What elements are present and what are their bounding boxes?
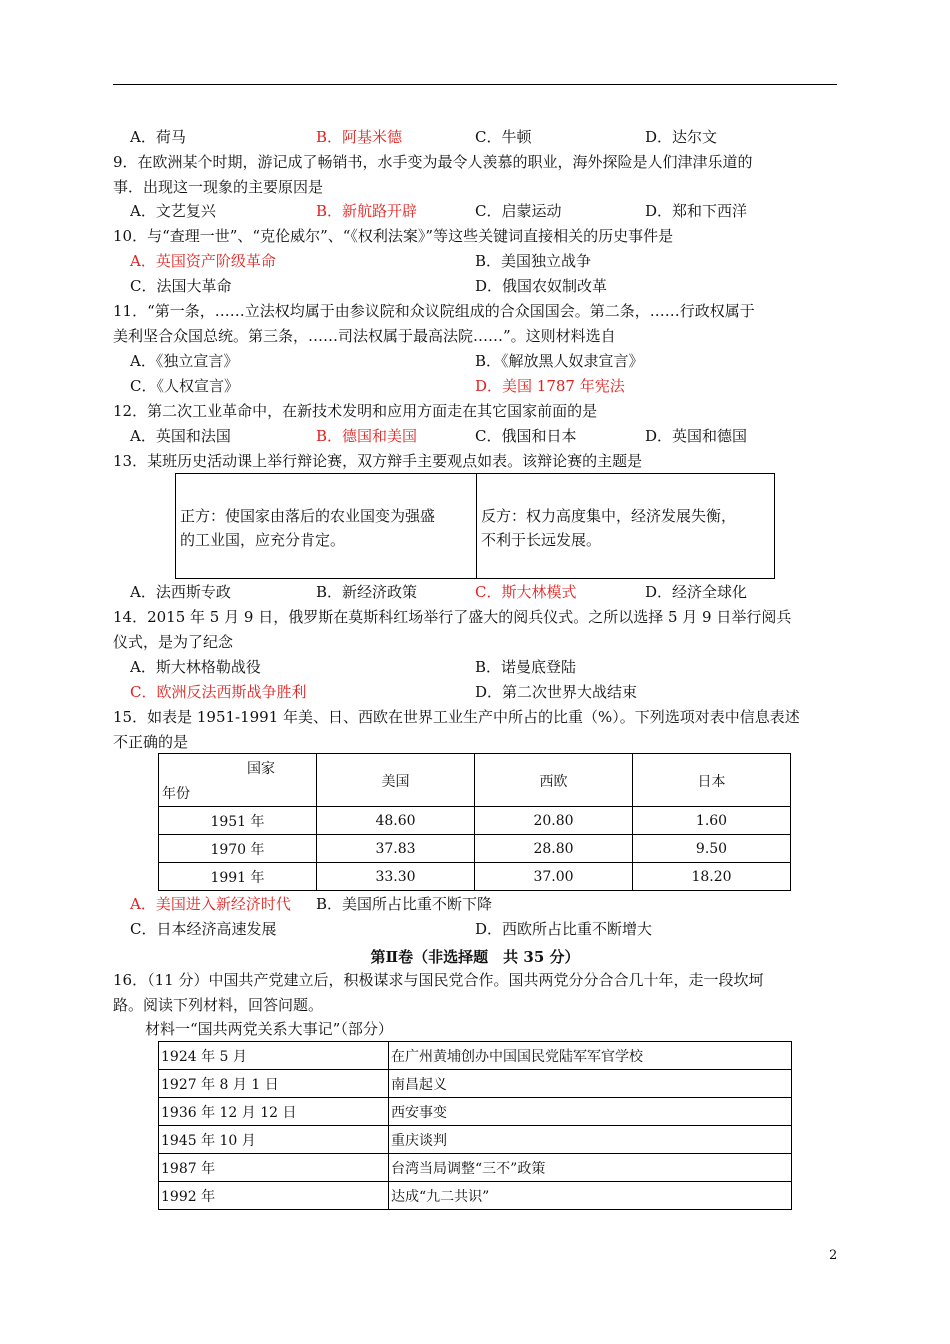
q14-option-d: D．第二次世界大战结束	[475, 683, 638, 701]
table-row	[159, 1098, 792, 1126]
q13-pro-cell	[176, 474, 477, 578]
table-row	[159, 807, 791, 835]
q13-option-c-answer: C．斯大林模式	[475, 583, 577, 601]
q8-option-a: A．荷马	[130, 128, 186, 146]
q11-option-a: A．《独立宣言》	[130, 352, 239, 370]
q14-stem-line2: 仪式，是为了纪念	[113, 633, 234, 651]
q13-pro-line2: 的工业国，应充分肯定。	[180, 531, 346, 549]
q15-header-country: 国家	[247, 761, 275, 777]
q10-stem: 10．与“查理一世”、“克伦威尔”、“《权利法案》”等这些关键词直接相关的历史事件是	[113, 227, 674, 245]
q12-option-d: D．英国和德国	[645, 427, 748, 445]
q15-header-year: 年份	[162, 786, 190, 802]
q16-events-table	[158, 1041, 792, 1210]
q9-option-c: C．启蒙运动	[475, 202, 562, 220]
q15-cell-value: 9.50	[633, 835, 791, 863]
q16-material-title: 材料一“国共两党关系大事记”（部分）	[145, 1020, 393, 1038]
q13-option-a: A．法西斯专政	[130, 583, 231, 601]
q13-option-d: D．经济全球化	[645, 583, 748, 601]
q10-option-c: C．法国大革命	[130, 277, 232, 295]
q15-stem-line2: 不正确的是	[113, 733, 189, 751]
q15-cell-value: 28.80	[475, 835, 633, 863]
event-date: 1992 年	[159, 1182, 389, 1210]
q9-stem-line2: 事．出现这一现象的主要原因是	[113, 178, 324, 196]
q13-pro-line1: 正方：使国家由落后的农业国变为强盛	[180, 507, 436, 525]
q14-option-a: A．斯大林格勒战役	[130, 658, 261, 676]
q13-con-line1: 反方：权力高度集中，经济发展失衡，	[481, 507, 737, 525]
header-rule	[113, 84, 837, 85]
q16-stem-line1: 16．（11 分）中国共产党建立后，积极谋求与国民党合作。国共两党分分合合几十年，走一段坎坷	[113, 971, 764, 989]
event-date: 1927 年 8 月 1 日	[159, 1070, 389, 1098]
table-row	[159, 863, 791, 891]
q15-cell-value: 33.30	[317, 863, 475, 891]
table-row	[159, 1182, 792, 1210]
q15-cell-value: 20.80	[475, 807, 633, 835]
section-2-title: 第Ⅱ卷（非选择题 共 35 分）	[370, 948, 580, 966]
q11-option-c: C．《人权宣言》	[130, 377, 239, 395]
q10-option-d: D．俄国农奴制改革	[475, 277, 608, 295]
q12-option-a: A．英国和法国	[130, 427, 231, 445]
q11-option-d-answer: D．美国 1787 年宪法	[475, 377, 625, 395]
q13-debate-table	[175, 473, 775, 579]
q15-col-header: 美国	[317, 754, 475, 807]
event-description: 西安事变	[389, 1098, 792, 1126]
q9-option-b-answer: B．新航路开辟	[316, 202, 418, 220]
q15-cell-value: 1.60	[633, 807, 791, 835]
q8-option-b-answer: B．阿基米德	[316, 128, 403, 146]
q12-stem: 12．第二次工业革命中，在新技术发明和应用方面走在其它国家前面的是	[113, 402, 598, 420]
table-row	[159, 1042, 792, 1070]
page-number: 2	[829, 1248, 838, 1263]
q15-cell-value: 37.00	[475, 863, 633, 891]
q14-stem-line1: 14．2015 年 5 月 9 日，俄罗斯在莫斯科红场举行了盛大的阅兵仪式。之所以选择 5 月 9 日举行阅兵	[113, 608, 792, 626]
q8-option-c: C．牛顿	[475, 128, 532, 146]
q11-option-b: B．《解放黑人奴隶宣言》	[475, 352, 644, 370]
q15-corner-cell	[159, 754, 317, 807]
event-description: 台湾当局调整“三不”政策	[389, 1154, 792, 1182]
q15-option-c: C．日本经济高速发展	[130, 920, 277, 938]
q14-option-c-answer: C．欧洲反法西斯战争胜利	[130, 683, 307, 701]
q14-option-b: B．诺曼底登陆	[475, 658, 577, 676]
q15-stem-line1: 15．如表是 1951-1991 年美、日、西欧在世界工业生产中所占的比重（%）。下列选项对表中信息表述	[113, 708, 800, 726]
q12-option-b-answer: B．德国和美国	[316, 427, 418, 445]
event-description: 达成“九二共识”	[389, 1182, 792, 1210]
q15-cell-year: 1970 年	[159, 835, 317, 863]
event-description: 南昌起义	[389, 1070, 792, 1098]
q13-stem: 13．某班历史活动课上举行辩论赛，双方辩手主要观点如表。该辩论赛的主题是	[113, 452, 643, 470]
q16-stem-line2: 路。阅读下列材料，回答问题。	[113, 996, 324, 1014]
q15-col-header: 日本	[633, 754, 791, 807]
q12-option-c: C．俄国和日本	[475, 427, 577, 445]
table-row	[159, 1070, 792, 1098]
event-date: 1945 年 10 月	[159, 1126, 389, 1154]
q13-option-b: B．新经济政策	[316, 583, 418, 601]
q8-option-d: D．达尔文	[645, 128, 718, 146]
event-description: 在广州黄埔创办中国国民党陆军军官学校	[389, 1042, 792, 1070]
q13-con-line2: 不利于长远发展。	[481, 531, 602, 549]
event-description: 重庆谈判	[389, 1126, 792, 1154]
q15-data-table	[158, 753, 791, 891]
table-row	[159, 1126, 792, 1154]
q15-col-header: 西欧	[475, 754, 633, 807]
q15-cell-value: 48.60	[317, 807, 475, 835]
event-date: 1936 年 12 月 12 日	[159, 1098, 389, 1126]
event-date: 1987 年	[159, 1154, 389, 1182]
q13-con-cell	[477, 474, 774, 578]
q10-option-a-answer: A．英国资产阶级革命	[130, 252, 276, 270]
q9-stem-line1: 9．在欧洲某个时期，游记成了畅销书，水手变为最令人羡慕的职业，海外探险是人们津津乐道的	[113, 153, 753, 171]
q10-option-b: B．美国独立战争	[475, 252, 592, 270]
q11-stem-line2: 美利坚合众国总统。第三条，……司法权属于最高法院……”。这则材料选自	[113, 327, 616, 345]
q9-option-d: D．郑和下西洋	[645, 202, 748, 220]
table-row	[159, 835, 791, 863]
q15-cell-value: 18.20	[633, 863, 791, 891]
q9-option-a: A．文艺复兴	[130, 202, 216, 220]
q15-option-b: B．美国所占比重不断下降	[316, 895, 493, 913]
q15-cell-year: 1991 年	[159, 863, 317, 891]
q15-cell-value: 37.83	[317, 835, 475, 863]
q11-stem-line1: 11．“第一条，……立法权均属于由参议院和众议院组成的合众国国会。第二条，……行政权属于	[113, 302, 755, 320]
table-row	[159, 1154, 792, 1182]
event-date: 1924 年 5 月	[159, 1042, 389, 1070]
q15-cell-year: 1951 年	[159, 807, 317, 835]
q15-option-d: D．西欧所占比重不断增大	[475, 920, 653, 938]
q15-option-a-answer: A．美国进入新经济时代	[130, 895, 291, 913]
